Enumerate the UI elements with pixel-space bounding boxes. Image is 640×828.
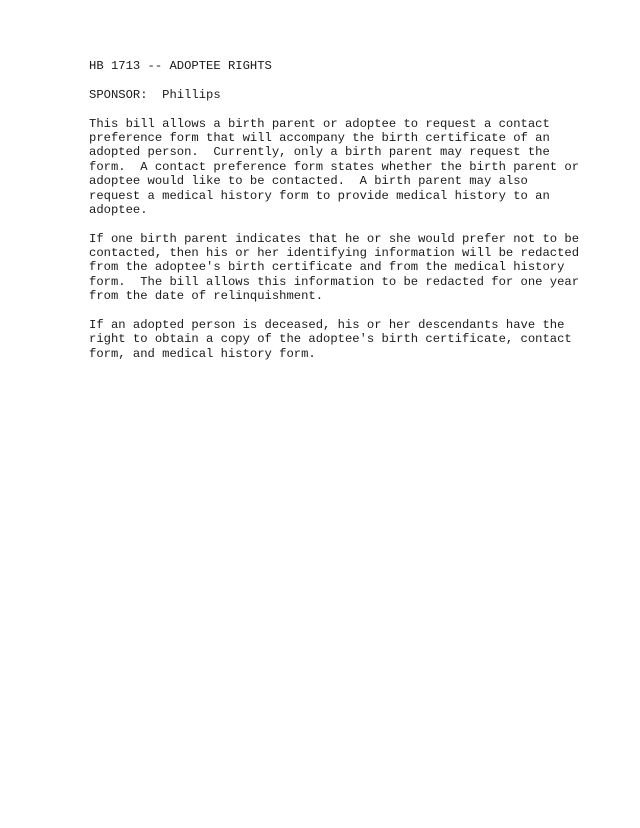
text-line: If one birth parent indicates that he or she would prefer not to be xyxy=(89,231,580,246)
text-line: contacted, then his or her identifying information will be redacted xyxy=(89,246,580,261)
paragraph-contact-preference xyxy=(89,117,629,218)
text-line: adopted person. Currently, only a birth parent may request the xyxy=(89,145,550,160)
text-line: form. A contact preference form states whether the birth parent or xyxy=(89,159,580,174)
spacer xyxy=(89,217,629,231)
text-line: request a medical history form to provide medical history to an xyxy=(89,188,550,203)
text-line: form. The bill allows this information to be redacted for one year xyxy=(89,274,580,289)
text-line: from the date of relinquishment. xyxy=(89,289,324,304)
bill-summary-page xyxy=(89,59,629,361)
spacer xyxy=(89,304,629,318)
text-line: adoptee would like to be contacted. A birth parent may also xyxy=(89,174,528,189)
text-line: If an adopted person is deceased, his or her descendants have the xyxy=(89,318,565,333)
text-line: from the adoptee's birth certificate and from the medical history xyxy=(89,260,565,275)
paragraph-descendants xyxy=(89,318,629,361)
text-line: form, and medical history form. xyxy=(89,346,316,361)
paragraph-redaction xyxy=(89,232,629,304)
text-line: adoptee. xyxy=(89,202,148,217)
text-line: This bill allows a birth parent or adoptee to request a contact xyxy=(89,116,550,131)
text-line: preference form that will accompany the birth certificate of an xyxy=(89,130,550,145)
spacer xyxy=(89,73,629,87)
bill-title: HB 1713 -- ADOPTEE RIGHTS xyxy=(89,59,272,73)
sponsor-line: SPONSOR: Phillips xyxy=(89,87,221,102)
spacer xyxy=(89,102,629,116)
text-line: right to obtain a copy of the adoptee's birth certificate, contact xyxy=(89,332,572,347)
